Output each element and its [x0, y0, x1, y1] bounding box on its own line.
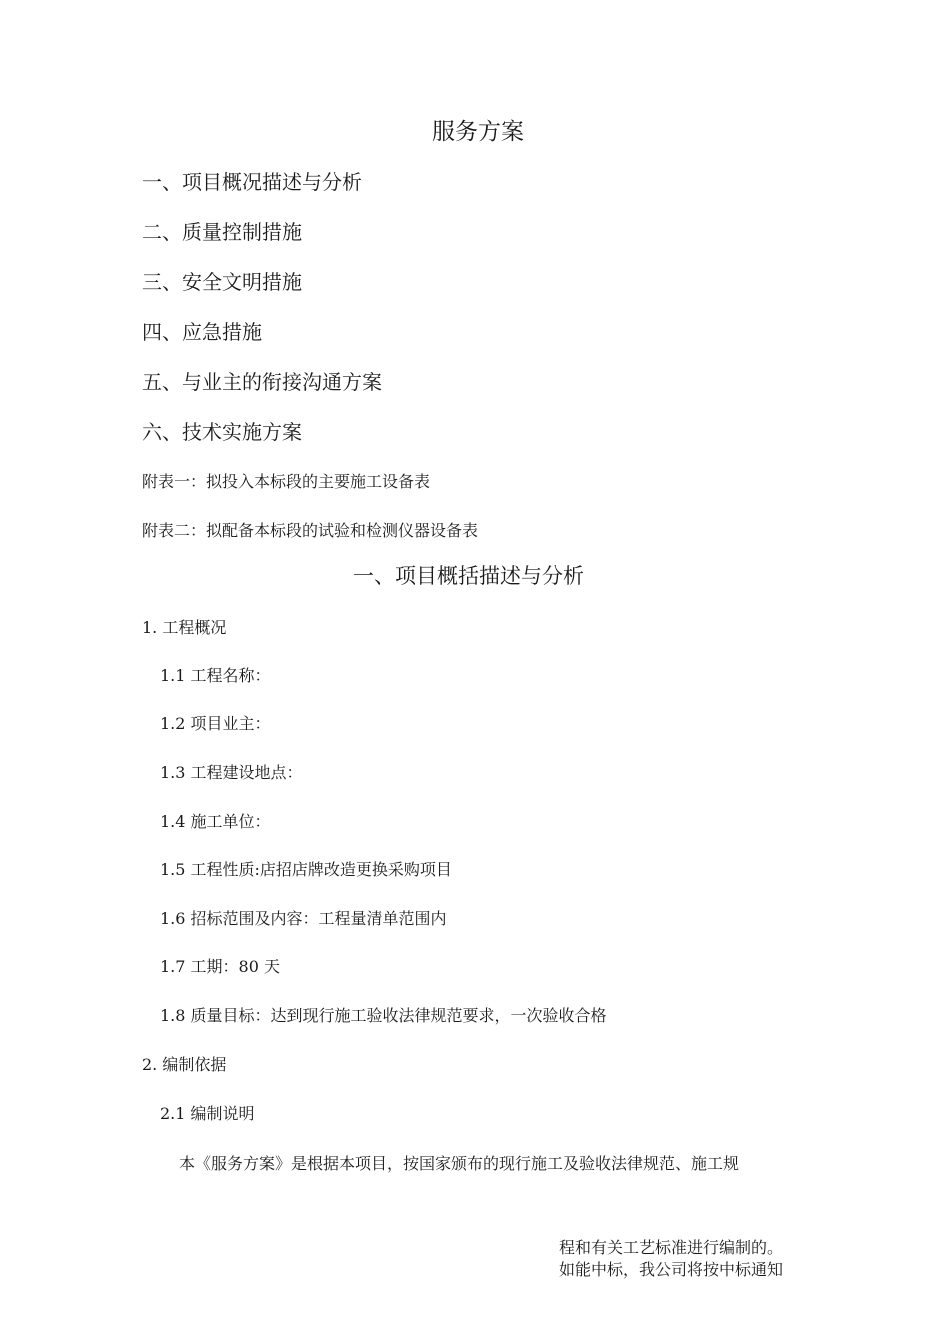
appendix-1: 附表一：拟投入本标段的主要施工设备表 — [142, 472, 431, 491]
section-heading: 一、项目概括描述与分析 — [353, 564, 584, 588]
list-item: 1.1 工程名称： — [160, 666, 271, 685]
list-item: 1.5 工程性质:店招店牌改造更换采购项目 — [160, 860, 452, 879]
paragraph-line-3: 如能中标，我公司将按中标通知 — [559, 1260, 784, 1279]
list-item: 1.8 质量目标：达到现行施工验收法律规范要求，一次验收合格 — [160, 1006, 607, 1025]
toc-item-1: 一、项目概况描述与分析 — [142, 170, 362, 194]
list-item: 1.3 工程建设地点： — [160, 763, 303, 782]
toc-item-3: 三、安全文明措施 — [142, 270, 302, 294]
toc-item-2: 二、质量控制措施 — [142, 220, 302, 244]
paragraph-line-1: 本《服务方案》是根据本项目，按国家颁布的现行施工及验收法律规范、施工规 — [179, 1154, 740, 1173]
subsection-title-2: 2. 编制依据 — [142, 1055, 227, 1074]
paragraph-line-2: 程和有关工艺标准进行编制的。 — [559, 1238, 784, 1257]
subsection-title-1: 1. 工程概况 — [142, 618, 227, 637]
appendix-2: 附表二：拟配备本标段的试验和检测仪器设备表 — [142, 521, 479, 540]
list-item: 1.7 工期：80 天 — [160, 957, 280, 976]
toc-item-5: 五、与业主的衔接沟通方案 — [142, 370, 382, 394]
document-title: 服务方案 — [432, 119, 524, 145]
list-item: 1.4 施工单位： — [160, 812, 271, 831]
toc-item-4: 四、应急措施 — [142, 320, 262, 344]
subsection-2-1: 2.1 编制说明 — [160, 1104, 255, 1123]
toc-item-6: 六、技术实施方案 — [142, 420, 302, 444]
list-item: 1.2 项目业主： — [160, 714, 271, 733]
list-item: 1.6 招标范围及内容：工程量清单范围内 — [160, 909, 447, 928]
